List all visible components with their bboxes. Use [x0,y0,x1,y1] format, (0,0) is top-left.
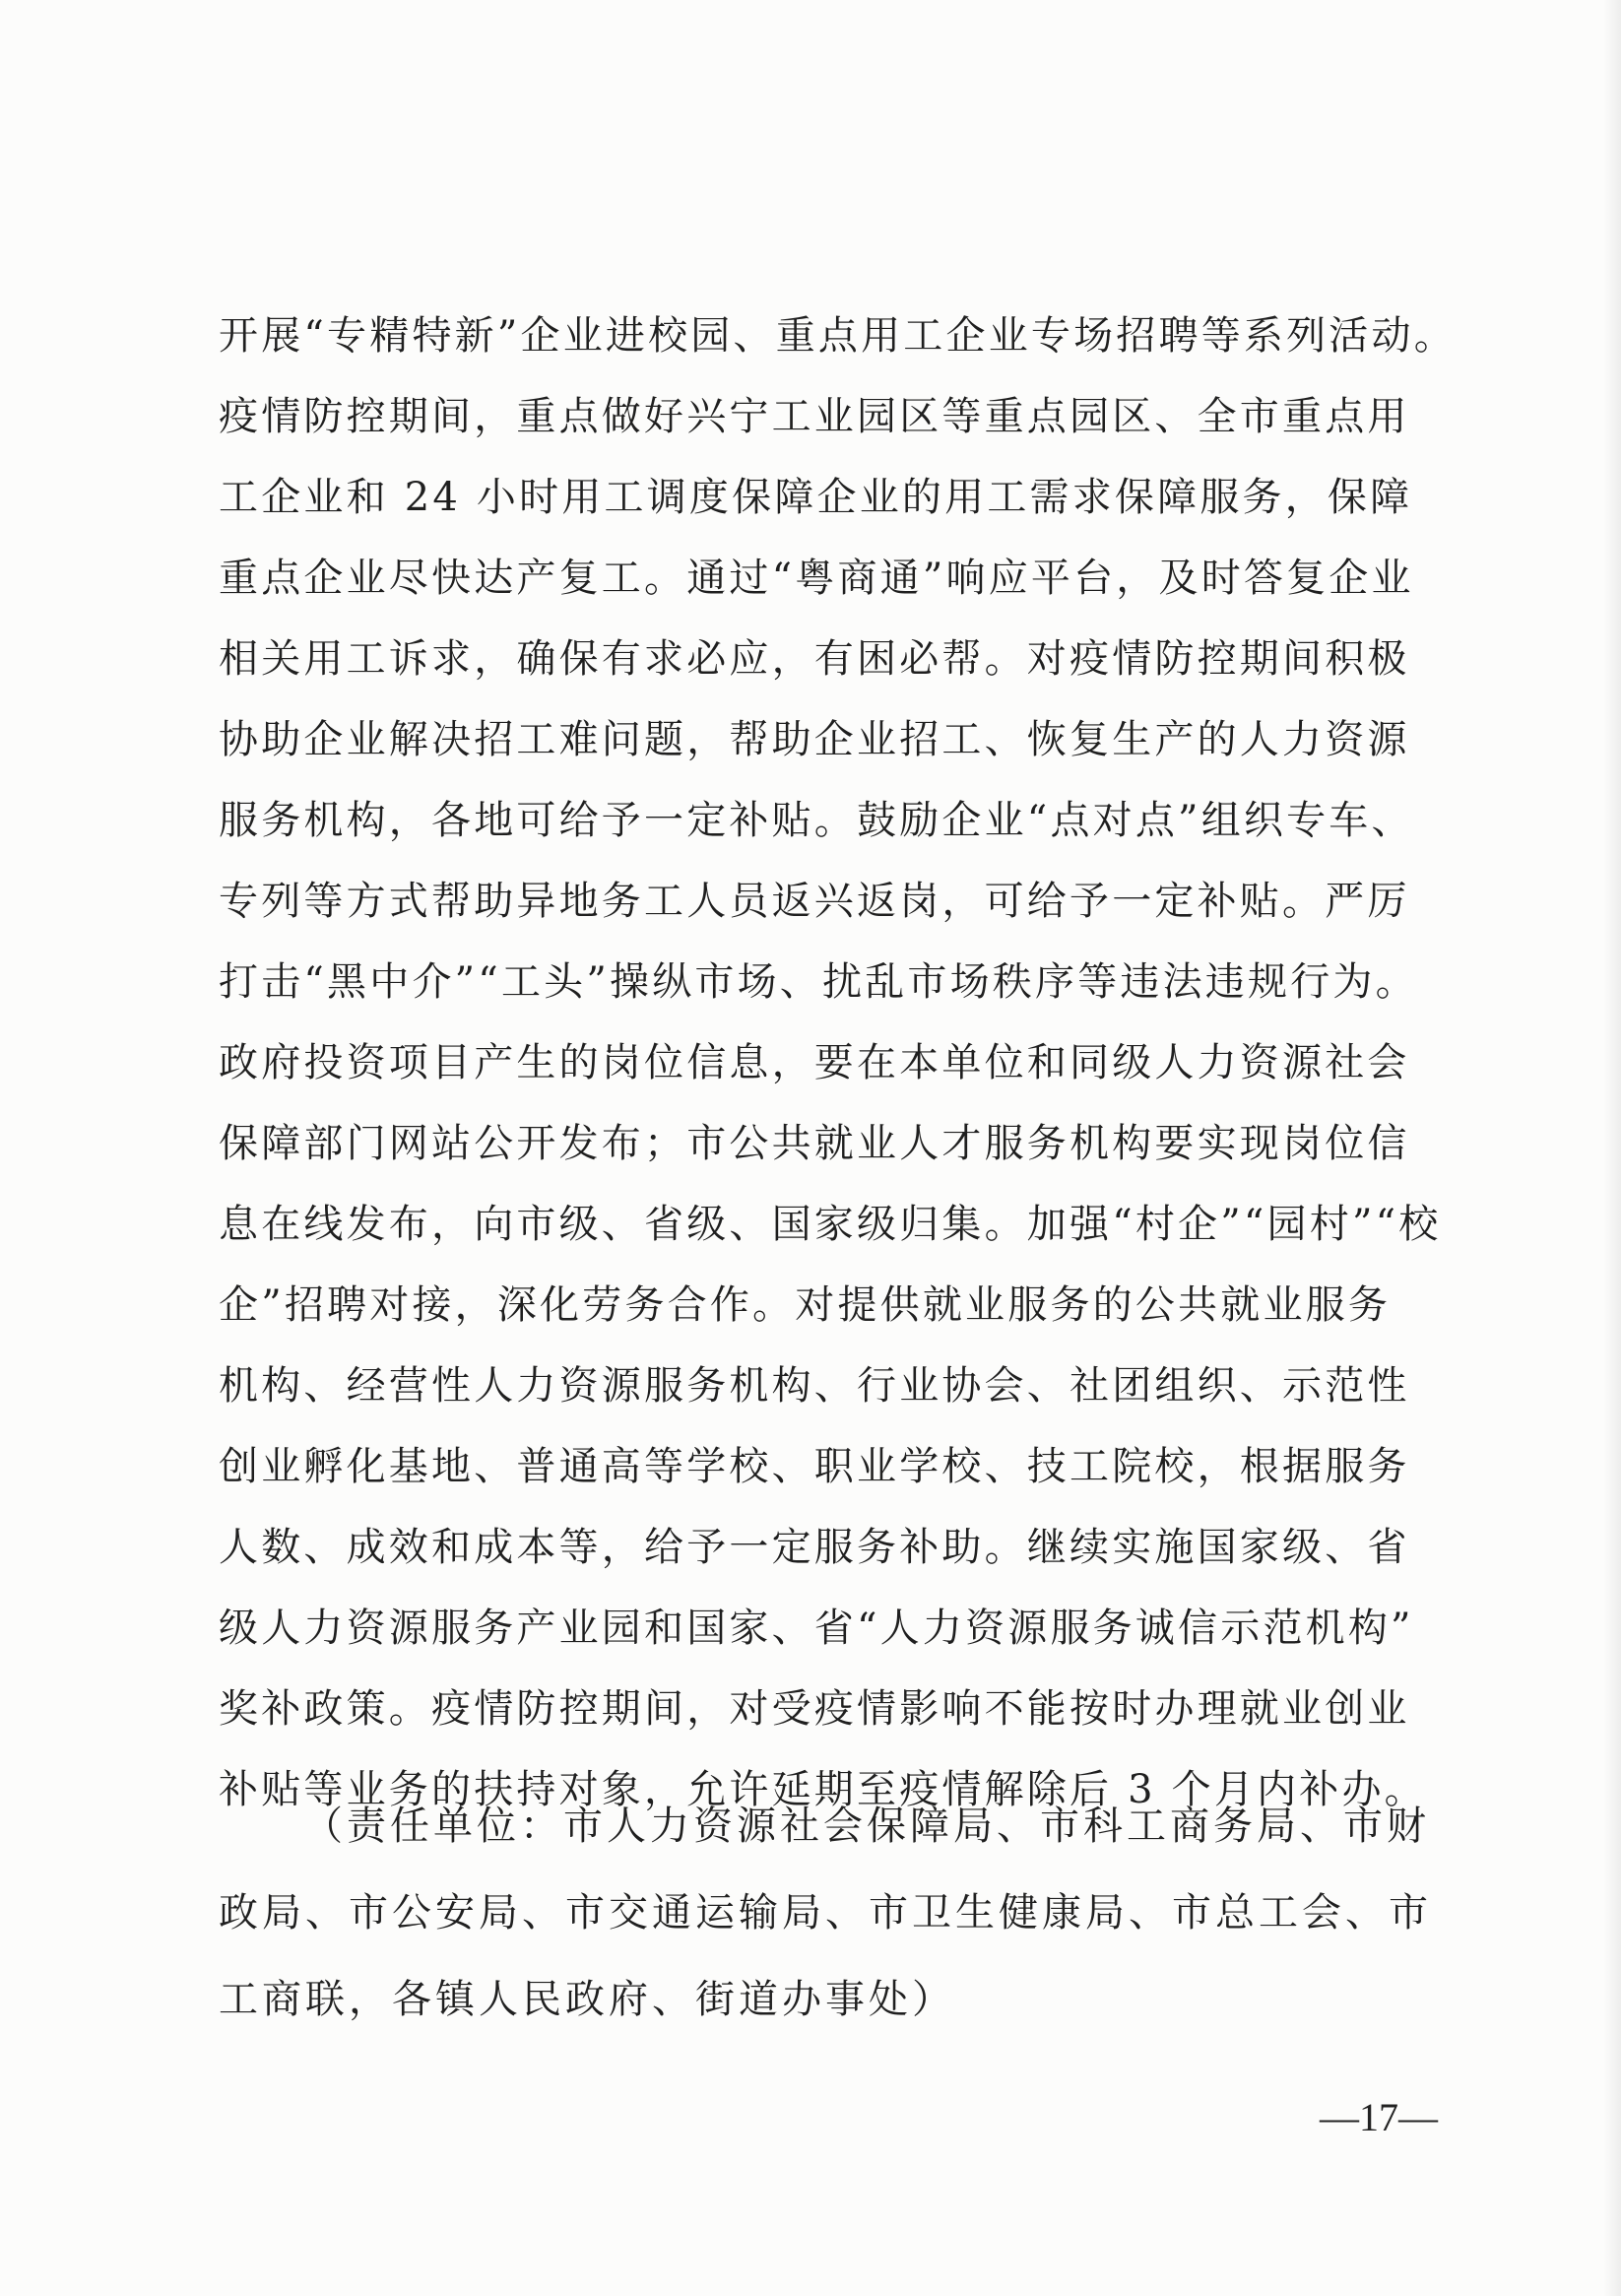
body-line: 疫情防控期间，重点做好兴宁工业园区等重点园区、全市重点用 [219,394,1410,439]
responsibility-paragraph [219,1783,1430,2043]
body-line: 相关用工诉求，确保有求必应，有困必帮。对疫情防控期间积极 [219,636,1410,682]
body-line: 奖补政策。疫情防控期间，对受疫情影响不能按时办理就业创业 [219,1686,1410,1732]
responsibility-line: 工商联，各镇人民政府、街道办事处） [219,1977,955,2022]
body-line: 开展“专精特新”企业进校园、重点用工企业专场招聘等系列活动。 [219,313,1457,359]
responsibility-line: 政局、市公安局、市交通运输局、市卫生健康局、市总工会、市 [219,1890,1432,1935]
body-line: 级人力资源服务产业园和国家、省“人力资源服务诚信示范机构” [219,1606,1414,1651]
body-line: 重点企业尽快达产复工。通过“粤商通”响应平台，及时答复企业 [219,556,1414,601]
body-line: 息在线发布，向市级、省级、国家级归集。加强“村企”“园村”“校 [219,1202,1442,1247]
body-line: 创业孵化基地、普通高等学校、职业学校、技工院校，根据服务 [219,1444,1410,1489]
body-paragraph [219,295,1457,1830]
body-line: 打击“黑中介”“工头”操纵市场、扰乱市场秩序等违法违规行为。 [219,959,1418,1005]
body-line: 协助企业解决招工难问题，帮助企业招工、恢复生产的人力资源 [219,717,1410,762]
scan-edge-shadow [1603,0,1621,2296]
body-line: 服务机构，各地可给予一定补贴。鼓励企业“点对点”组织专车、 [219,798,1414,843]
page-number: —17— [1320,2095,1438,2139]
body-line: 企”招聘对接，深化劳务合作。对提供就业服务的公共就业服务 [219,1282,1392,1328]
body-line: 补贴等业务的扶持对象，允许延期至疫情解除后 3 个月内补办。 [219,1767,1427,1812]
body-line: 政府投资项目产生的岗位信息，要在本单位和同级人力资源社会 [219,1040,1410,1085]
body-line: 机构、经营性人力资源服务机构、行业协会、社团组织、示范性 [219,1363,1410,1409]
body-line: 人数、成效和成本等，给予一定服务补助。继续实施国家级、省 [219,1525,1410,1570]
body-line: 工企业和 24 小时用工调度保障企业的用工需求保障服务，保障 [219,475,1413,520]
responsibility-line: （责任单位：市人力资源社会保障局、市科工商务局、市财 [303,1804,1430,1849]
body-line: 专列等方式帮助异地务工人员返兴返岗，可给予一定补贴。严厉 [219,879,1410,924]
body-line: 保障部门网站公开发布；市公共就业人才服务机构要实现岗位信 [219,1121,1410,1166]
